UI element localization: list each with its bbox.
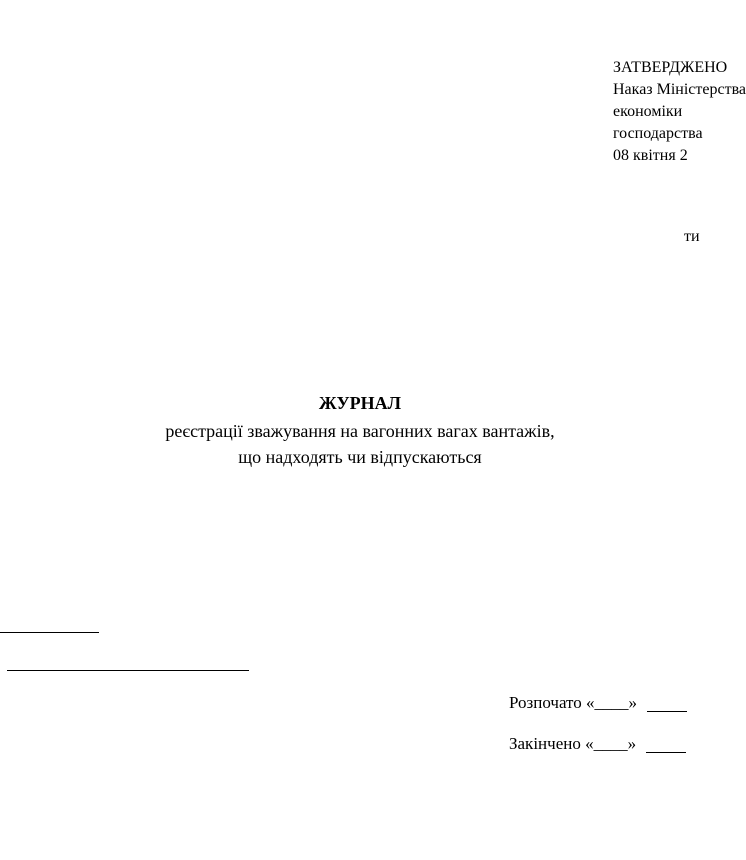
journal-subtitle-line2: що надходять чи відпускаються [238, 447, 482, 467]
finished-date-blank [646, 734, 686, 753]
approval-line: ЗАТВЕРДЖЕНО [613, 59, 728, 76]
blank-field-2 [0, 653, 249, 671]
blank-field-line-1 [0, 632, 99, 633]
started-date-label: Розпочато «____» [509, 693, 642, 712]
approval-line: економіки [613, 103, 683, 120]
finished-date-label: Закінчено «____» [509, 734, 641, 753]
blank-field-line-2 [7, 653, 249, 671]
form-type-label: ти [684, 228, 700, 245]
finished-date-row [509, 734, 686, 754]
started-date-row [509, 693, 687, 713]
approval-line: 08 квітня 2 [613, 147, 688, 164]
started-date-blank [647, 693, 687, 712]
approval-line: Наказ Міністерства [613, 81, 746, 98]
journal-title: ЖУРНАЛ [318, 393, 402, 413]
approval-line: господарства [613, 125, 703, 142]
journal-subtitle-line1: реєстрації зважування на вагонних вагах вантажів, [165, 421, 555, 441]
approval-stamp [613, 57, 746, 167]
journal-title-block [0, 390, 720, 470]
